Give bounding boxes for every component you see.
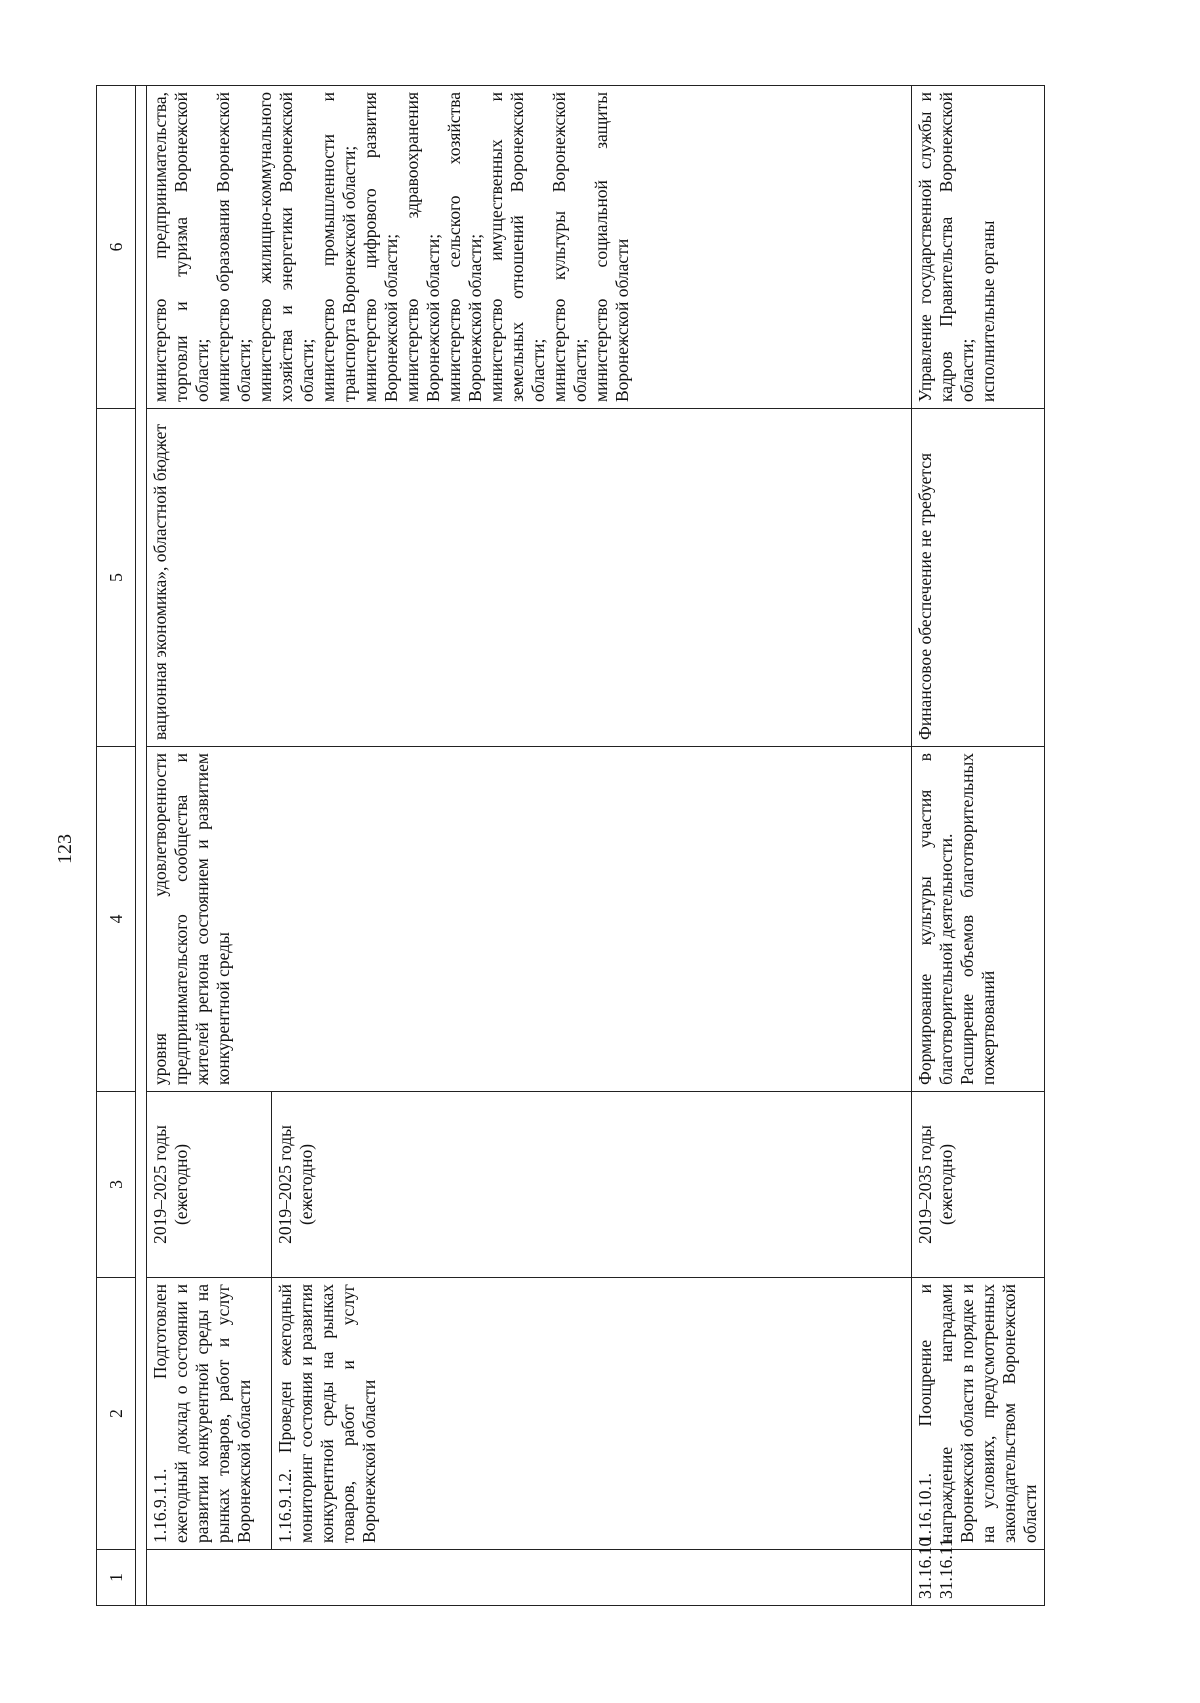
header-col-5: 5	[97, 409, 136, 747]
executor-item: министерство образования Воронежской области;	[213, 92, 254, 402]
header-col-6: 6	[97, 86, 136, 409]
executor-item: министерство сельского хозяйства Воронежской области;	[444, 92, 485, 402]
row1-event-1: 1.16.9.1.1. Подготовлен ежегодный доклад о состоянии и развитии конкурентной среды на рынках товаров, работ и услуг Воронежской области	[147, 1278, 272, 1550]
row2-funding: Финансовое обеспечение не требуется	[912, 409, 1045, 747]
table-row	[912, 86, 1045, 1606]
header-col-4: 4	[97, 747, 136, 1092]
plan-table	[96, 85, 1045, 1606]
header-col-1: 1	[97, 1550, 136, 1606]
row2-period: 2019–2035 годы (ежегодно)	[912, 1092, 1045, 1278]
header-col-3: 3	[97, 1092, 136, 1278]
result-line-2: Расширение объемов благотворительных пожертвований	[957, 753, 998, 1085]
row2-result	[912, 747, 1045, 1092]
row2-number: 31.16.10 31.16.11	[912, 1550, 1045, 1606]
executor-item: министерство жилищно-коммунального хозяйства и энергетики Воронежской области;	[255, 92, 317, 402]
row1-number	[147, 1550, 912, 1606]
row1-period-1: 2019–2025 годы (ежегодно)	[147, 1092, 272, 1278]
executor-item: министерство культуры Воронежской области;	[549, 92, 590, 402]
executor-item: министерство здравоохранения Воронежской области;	[402, 92, 443, 402]
row2-event: 1.16.10.1. Поощрение и награждение наградами Воронежской области в порядке и на условиях, предусмотренных законодательством Воронежской области	[912, 1278, 1045, 1550]
executor-item: министерство цифрового развития Воронежской области;	[360, 92, 401, 402]
executor-item: министерство предпринимательства, торговли и туризма Воронежской области;	[150, 92, 212, 402]
row1-result: уровня удовлетворенности предпринимательского сообщества и жителей региона состоянием и развитием конкурентной среды	[147, 747, 912, 1092]
row1-funding: вационная экономика», областной бюджет	[147, 409, 912, 747]
page-number: 123	[54, 834, 76, 864]
executor-item: министерство социальной защиты Воронежской области	[591, 92, 632, 402]
result-line-1: Формирование культуры участия в благотворительной деятельности.	[915, 753, 956, 1085]
row1-period-2: 2019–2025 годы (ежегодно)	[272, 1092, 912, 1278]
executor-item: министерство имущественных и земельных отношений Воронежской области;	[486, 92, 548, 402]
executor-item: Управление государственной службы и кадров Правительства Воронежской области;	[915, 92, 977, 402]
rotated-page	[96, 86, 1120, 1606]
header-col-2: 2	[97, 1278, 136, 1550]
row1-event-2: 1.16.9.1.2. Проведен ежегодный мониторинг состояния и развития конкурентной среды на рынках товаров, работ и услуг Воронежской области	[272, 1278, 912, 1550]
row1-executors	[147, 86, 912, 409]
header-row	[97, 86, 136, 1606]
row2-executors	[912, 86, 1045, 409]
table-row	[147, 86, 272, 1606]
executor-item: министерство промышленности и транспорта Воронежской области;	[318, 92, 359, 402]
executor-item: исполнительные органы	[978, 220, 998, 402]
